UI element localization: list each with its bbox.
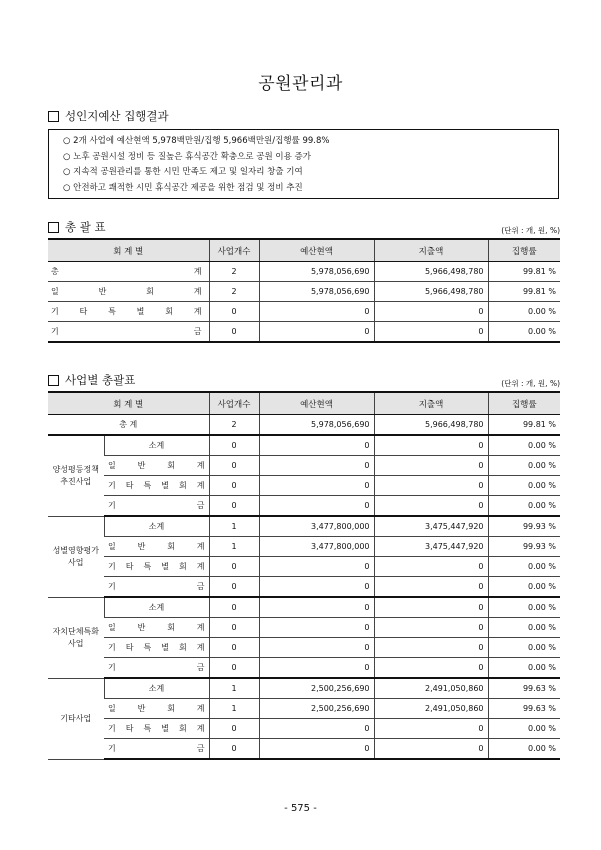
unit-note: (단위 : 개, 원, %) [501, 379, 560, 388]
row-label: 기 금 [104, 577, 209, 598]
column-header: 회 계 별 [48, 239, 209, 262]
table-row [48, 456, 560, 476]
cell-budget: 0 [259, 618, 374, 638]
cell-count: 0 [209, 435, 259, 456]
cell-rate: 0.00 % [488, 719, 560, 739]
row-label: 기 타 특 별 회 계 [48, 302, 209, 322]
group-label: 양성평등정책 추진사업 [48, 435, 104, 516]
cell-count: 1 [209, 537, 259, 557]
cell-budget: 2,500,256,690 [259, 678, 374, 699]
cell-budget: 0 [259, 496, 374, 517]
overview-table [48, 238, 560, 343]
page-title: 공원관리과 [258, 74, 343, 94]
cell-budget: 0 [259, 577, 374, 598]
row-label: 기 금 [104, 658, 209, 679]
cell-count: 0 [209, 456, 259, 476]
row-label: 일 반 회 계 [104, 456, 209, 476]
cell-rate: 0.00 % [488, 577, 560, 598]
cell-budget: 0 [259, 638, 374, 658]
cell-count: 0 [209, 638, 259, 658]
unit-note: (단위 : 개, 원, %) [501, 226, 560, 235]
column-header: 사업개수 [209, 392, 259, 415]
section-title: 사업별 총괄표 [65, 373, 136, 387]
cell-rate: 99.81 % [488, 415, 560, 436]
cell-rate: 0.00 % [488, 322, 560, 343]
cell-spent: 0 [374, 658, 488, 679]
column-header: 예산현액 [259, 239, 374, 262]
cell-budget: 0 [259, 597, 374, 618]
row-label: 일 반 회 계 [104, 537, 209, 557]
cell-count: 0 [209, 719, 259, 739]
cell-spent: 0 [374, 577, 488, 598]
page-number: - 575 - [284, 803, 317, 814]
summary-line: ○ 안전하고 쾌적한 시민 휴식공간 제공을 위한 점검 및 정비 추진 [63, 182, 303, 193]
cell-rate: 0.00 % [488, 302, 560, 322]
summary-box [48, 129, 559, 199]
table-row [48, 282, 560, 302]
cell-budget: 3,477,800,000 [259, 537, 374, 557]
table-row [48, 496, 560, 517]
cell-budget: 5,978,056,690 [259, 262, 374, 282]
cell-spent: 0 [374, 476, 488, 496]
column-header: 회 계 별 [48, 392, 209, 415]
section-title: 총 괄 표 [65, 220, 106, 234]
cell-rate: 0.00 % [488, 476, 560, 496]
cell-spent: 0 [374, 597, 488, 618]
summary-line: ○ 2개 사업에 예산현액 5,978백만원/집행 5,966백만원/집행률 99.8% [63, 136, 330, 146]
cell-rate: 99.81 % [488, 282, 560, 302]
row-label: 총 계 [48, 415, 209, 436]
cell-count: 0 [209, 557, 259, 577]
cell-budget: 0 [259, 739, 374, 760]
cell-spent: 3,475,447,920 [374, 516, 488, 537]
column-header: 집행률 [488, 392, 560, 415]
cell-spent: 2,491,050,860 [374, 678, 488, 699]
section-heading-overview [48, 219, 106, 235]
section-title: 성인지예산 집행결과 [65, 109, 169, 123]
cell-rate: 0.00 % [488, 739, 560, 760]
cell-count: 0 [209, 476, 259, 496]
table-row [48, 618, 560, 638]
section-heading-summary [48, 108, 169, 124]
cell-spent: 2,491,050,860 [374, 699, 488, 719]
cell-budget: 3,477,800,000 [259, 516, 374, 537]
cell-spent: 5,966,498,780 [374, 282, 488, 302]
cell-rate: 0.00 % [488, 456, 560, 476]
cell-budget: 0 [259, 719, 374, 739]
cell-spent: 0 [374, 719, 488, 739]
summary-line: ○ 지속적 공원관리를 통한 시민 만족도 제고 및 일자리 창출 기여 [63, 167, 303, 177]
column-header: 집행률 [488, 239, 560, 262]
table-row [48, 678, 560, 699]
cell-spent: 0 [374, 496, 488, 517]
column-header: 지출액 [374, 392, 488, 415]
cell-spent: 0 [374, 618, 488, 638]
cell-count: 0 [209, 597, 259, 618]
cell-spent: 5,966,498,780 [374, 262, 488, 282]
summary-line: ○ 노후 공원시설 정비 등 질높은 휴식공간 확충으로 공원 이용 증가 [63, 151, 311, 162]
cell-rate: 0.00 % [488, 597, 560, 618]
table-row [48, 302, 560, 322]
table-row-total [48, 415, 560, 436]
cell-count: 0 [209, 618, 259, 638]
row-label: 소계 [104, 597, 209, 618]
cell-rate: 99.63 % [488, 699, 560, 719]
table-row [48, 638, 560, 658]
cell-rate: 0.00 % [488, 435, 560, 456]
checkbox-square-icon [48, 375, 59, 386]
cell-rate: 99.81 % [488, 262, 560, 282]
table-row [48, 577, 560, 598]
row-label: 기 금 [104, 496, 209, 517]
cell-count: 2 [209, 262, 259, 282]
table-row [48, 719, 560, 739]
row-label: 기 금 [48, 322, 209, 343]
row-label: 소계 [104, 678, 209, 699]
cell-count: 1 [209, 678, 259, 699]
cell-spent: 0 [374, 302, 488, 322]
column-header: 예산현액 [259, 392, 374, 415]
cell-count: 2 [209, 282, 259, 302]
cell-spent: 3,475,447,920 [374, 537, 488, 557]
cell-budget: 0 [259, 435, 374, 456]
cell-spent: 0 [374, 456, 488, 476]
row-label: 소계 [104, 516, 209, 537]
row-label: 일 반 회 계 [48, 282, 209, 302]
checkbox-square-icon [48, 111, 59, 122]
cell-budget: 0 [259, 557, 374, 577]
cell-count: 0 [209, 658, 259, 679]
table-header-row [48, 392, 560, 415]
cell-count: 0 [209, 739, 259, 760]
row-label: 기 타 특 별 회 계 [104, 719, 209, 739]
cell-count: 1 [209, 516, 259, 537]
project-table [48, 391, 560, 760]
table-row [48, 658, 560, 679]
cell-budget: 0 [259, 302, 374, 322]
cell-budget: 0 [259, 322, 374, 343]
table-row [48, 739, 560, 760]
cell-count: 0 [209, 322, 259, 343]
cell-rate: 0.00 % [488, 658, 560, 679]
row-label: 기 타 특 별 회 계 [104, 557, 209, 577]
cell-rate: 0.00 % [488, 618, 560, 638]
cell-rate: 0.00 % [488, 638, 560, 658]
table-row [48, 262, 560, 282]
table-row [48, 557, 560, 577]
row-label: 기 타 특 별 회 계 [104, 638, 209, 658]
row-label: 일 반 회 계 [104, 618, 209, 638]
row-label: 기 타 특 별 회 계 [104, 476, 209, 496]
cell-rate: 99.93 % [488, 516, 560, 537]
table-row [48, 597, 560, 618]
cell-spent: 0 [374, 557, 488, 577]
cell-budget: 5,978,056,690 [259, 415, 374, 436]
cell-budget: 0 [259, 456, 374, 476]
row-label: 일 반 회 계 [104, 699, 209, 719]
cell-count: 2 [209, 415, 259, 436]
table-row [48, 516, 560, 537]
column-header: 지출액 [374, 239, 488, 262]
row-label: 기 금 [104, 739, 209, 760]
column-header: 사업개수 [209, 239, 259, 262]
row-label: 소계 [104, 435, 209, 456]
cell-spent: 0 [374, 638, 488, 658]
row-label: 총 계 [48, 262, 209, 282]
table-row [48, 476, 560, 496]
table-header-row [48, 239, 560, 262]
cell-spent: 0 [374, 322, 488, 343]
cell-count: 0 [209, 496, 259, 517]
table-row [48, 435, 560, 456]
cell-budget: 2,500,256,690 [259, 699, 374, 719]
cell-rate: 0.00 % [488, 496, 560, 517]
cell-spent: 5,966,498,780 [374, 415, 488, 436]
cell-count: 1 [209, 699, 259, 719]
cell-budget: 0 [259, 658, 374, 679]
group-label: 기타사업 [48, 678, 104, 759]
cell-rate: 99.63 % [488, 678, 560, 699]
section-heading-by-project [48, 372, 135, 388]
table-row [48, 322, 560, 343]
table-row [48, 537, 560, 557]
cell-rate: 0.00 % [488, 557, 560, 577]
cell-rate: 99.93 % [488, 537, 560, 557]
cell-spent: 0 [374, 435, 488, 456]
table-row [48, 699, 560, 719]
group-label: 자치단체특화 사업 [48, 597, 104, 678]
cell-count: 0 [209, 302, 259, 322]
cell-budget: 5,978,056,690 [259, 282, 374, 302]
cell-spent: 0 [374, 739, 488, 760]
cell-count: 0 [209, 577, 259, 598]
checkbox-square-icon [48, 222, 59, 233]
group-label: 성별영향평가 사업 [48, 516, 104, 597]
cell-budget: 0 [259, 476, 374, 496]
